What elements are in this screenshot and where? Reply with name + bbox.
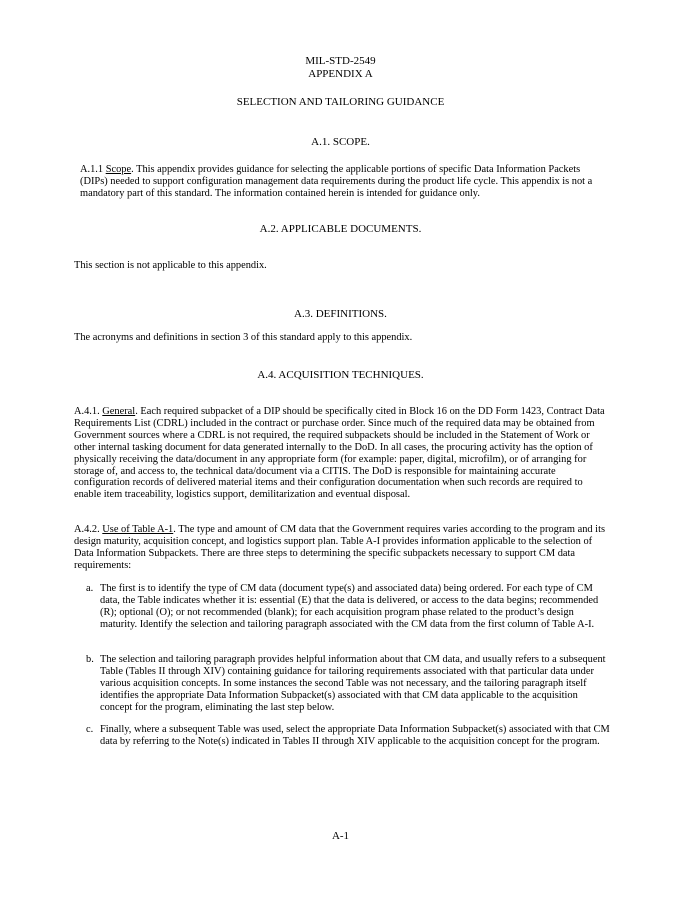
paragraph-text: . The type and amount of CM data that the Government requires varies according to the program and its design maturity, acquisition concept, and logistics support plan. Table A-I provides information applicable to the selection of Data Information Subpackets. There are three steps to determining the specific subpackets necessary to support CM data requirements: bbox=[74, 524, 605, 571]
list-item-text: The selection and tailoring paragraph provides helpful information about that CM data, and usually refers to a subsequent Table (Tables II through XIV) containing guidance for tailoring requirements associated with that particular data under various acquisition concepts. In some instances the second Table was not necessary, and the tailoring paragraph itself identifies the appropriate Data Information Subpacket(s) associated with that CM data applicable to the acquisition concept for the program, eliminating the last step below. bbox=[100, 654, 606, 713]
list-item-label: b. bbox=[86, 654, 94, 665]
list-item bbox=[86, 724, 612, 748]
list-item bbox=[86, 654, 612, 714]
paragraph-text: . This appendix provides guidance for selecting the applicable portions of specific Data Information Packets (DIPs) needed to support configuration management data requirements during the product life cycle. This appendix is not a mandatory part of this standard. The information contained herein is intended for guidance only. bbox=[80, 164, 593, 199]
paragraph-use-of-table bbox=[74, 524, 610, 572]
paragraph-applicable-documents: This section is not applicable to this appendix. bbox=[74, 260, 267, 271]
paragraph-title: Use of Table A-1 bbox=[102, 524, 174, 535]
paragraph-title: Scope bbox=[105, 164, 132, 175]
list-item bbox=[86, 583, 612, 631]
section-heading-acquisition-techniques: A.4. ACQUISITION TECHNIQUES. bbox=[257, 369, 424, 381]
section-heading-definitions: A.3. DEFINITIONS. bbox=[294, 308, 387, 320]
paragraph-number: A.4.1. bbox=[74, 406, 103, 417]
paragraph-text: . Each required subpacket of a DIP should be specifically cited in Block 16 on the DD Form 1423, Contract Data Requirements List (CDRL) included in the contract or purchase order. Since much of the required data may be obtained from Government sources where a CDRL is not required, the required subpackets should be included in the Statement of Work or other internal tasking document for data generated internally to the DoD. In all cases, the procuring activity has the option of physically receiving the data/document in any appropriate form (for example: paper, digital, microfilm), or of arranging for storage of, and access to, the technical data/document via a CITIS. The DoD is responsible for maintaining accurate configuration records of delivered material items and their configuration documentation when such records are required to enable item traceability, logistics support, demilitarization and eventual disposal. bbox=[74, 406, 605, 501]
list-item-label: c. bbox=[86, 724, 94, 735]
page-number: A-1 bbox=[331, 830, 350, 842]
list-item-text: The first is to identify the type of CM data (document type(s) and associated data) being ordered. For each type of CM data, the Table indicates whether it is: essential (E) that the data is delivered, or access to the data begins; recommended (R); optional (O); or not recommended (blank); for each acquisition program phase related to the product’s design maturity. Identify the selection and tailoring paragraph associated with the CM data from the first column of Table A-I. bbox=[100, 583, 599, 630]
appendix-label: APPENDIX A bbox=[308, 68, 373, 80]
paragraph-number: A.1.1 bbox=[80, 164, 106, 175]
section-heading-applicable-documents: A.2. APPLICABLE DOCUMENTS. bbox=[259, 223, 422, 235]
paragraph-general bbox=[74, 406, 610, 501]
paragraph-scope bbox=[80, 164, 610, 200]
section-heading-scope: A.1. SCOPE. bbox=[311, 136, 370, 148]
paragraph-title: General bbox=[102, 406, 136, 417]
paragraph-definitions: The acronyms and definitions in section 3 of this standard apply to this appendix. bbox=[74, 332, 413, 343]
list-item-text: Finally, where a subsequent Table was used, select the appropriate Data Information Subpacket(s) associated with that CM data by referring to the Note(s) indicated in Tables II through XIV applicable to the acquisition concept for the program. bbox=[100, 724, 610, 747]
paragraph-number: A.4.2. bbox=[74, 524, 103, 535]
list-item-label: a. bbox=[86, 583, 94, 594]
page-title: SELECTION AND TAILORING GUIDANCE bbox=[236, 96, 445, 108]
document-id: MIL-STD-2549 bbox=[305, 55, 376, 67]
